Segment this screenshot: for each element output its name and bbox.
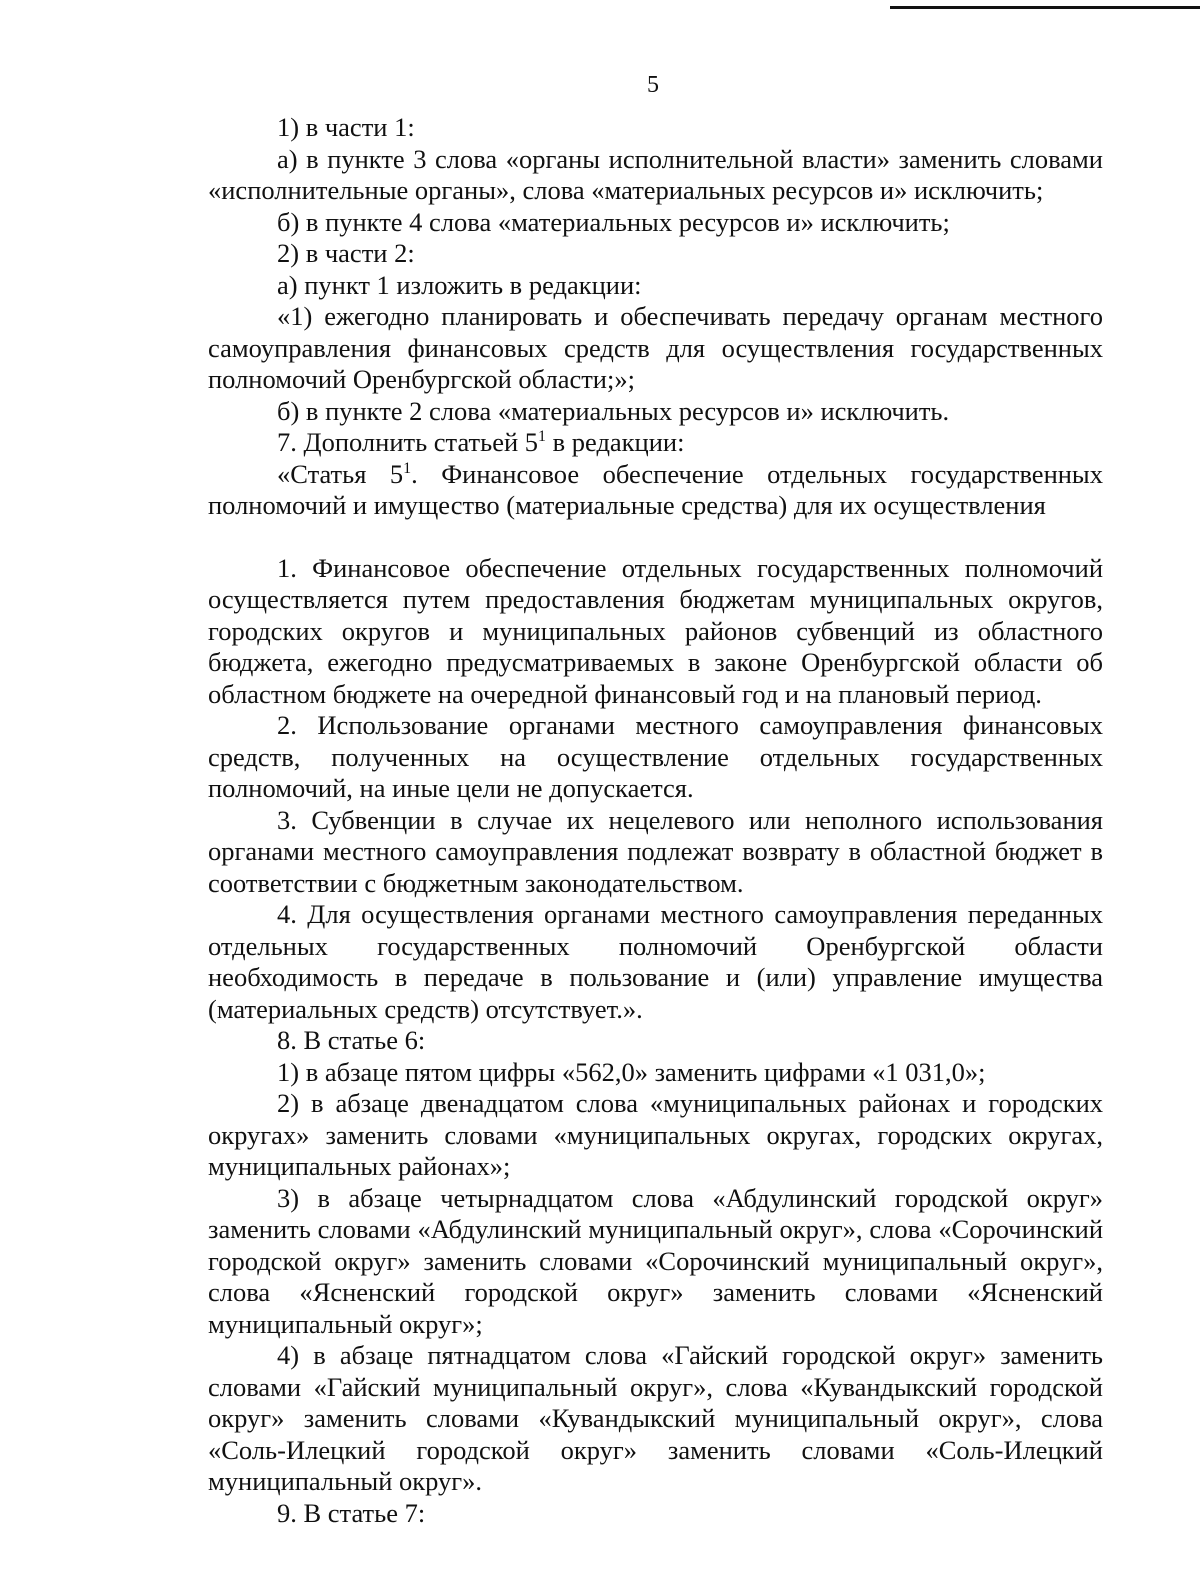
- article-paragraph: 3) в абзаце четырнадцатом слова «Абдулинский городской округ» заменить словами «Абдулинский муниципальный округ», слова «Сорочинский городской округ» заменить словами «Сорочинский муниципальный округ», слова «Ясненский городской округ» заменить словами «Ясненский муниципальный округ»;: [208, 1182, 1103, 1339]
- article-paragraph: 1) в абзаце пятом цифры «562,0» заменить цифрами «1 031,0»;: [277, 1056, 986, 1087]
- item-7-sup: 1: [538, 428, 547, 445]
- paragraph: б) в пункте 2 слова «материальных ресурсов и» исключить.: [277, 395, 950, 426]
- article-paragraph: 2. Использование органами местного самоуправления финансовых средств, полученных на осуществление отдельных государственных полномочий, на иные цели не допускается.: [208, 710, 1103, 803]
- document-body: [208, 112, 1103, 1529]
- article-paragraph: 9. В статье 7:: [277, 1497, 426, 1528]
- paragraph: «1) ежегодно планировать и обеспечивать передачу органам местного самоуправления финансовых средств для осуществления государственных полномочий Оренбургской области;»;: [208, 301, 1103, 394]
- paragraph: а) в пункте 3 слова «органы исполнительной власти» заменить словами «исполнительные органы», слова «материальных ресурсов и» исключить;: [208, 143, 1103, 205]
- item-7: [208, 427, 1103, 459]
- article-paragraph: 8. В статье 6:: [277, 1025, 426, 1055]
- article-sup: 1: [403, 459, 412, 477]
- page-number: 5: [647, 72, 659, 98]
- item-7-text: 7. Дополнить статьей 5: [277, 427, 539, 457]
- paragraph: 1) в части 1:: [277, 112, 415, 142]
- article-paragraph: 3. Субвенции в случае их нецелевого или неполного использования органами местного самоуправления подлежат возврату в областной бюджет в соответствии с бюджетным законодательством.: [208, 804, 1103, 898]
- paragraph: а) пункт 1 изложить в редакции:: [277, 269, 642, 300]
- paragraph: б) в пункте 4 слова «материальных ресурсов и» исключить;: [277, 206, 950, 237]
- article-paragraph: 4) в абзаце пятнадцатом слова «Гайский городской округ» заменить словами «Гайский муниципальный округ», слова «Кувандыкский городской округ» заменить словами «Кувандыкский муниципальный округ», слова «Соль-Илецкий городской округ» заменить словами «Соль-Илецкий муниципальный округ».: [208, 1340, 1103, 1496]
- paragraph: 2) в части 2:: [277, 238, 415, 268]
- item-7-tail: в редакции:: [546, 427, 685, 457]
- article-heading: [208, 459, 1103, 522]
- article-paragraph: 4. Для осуществления органами местного самоуправления переданных отдельных государственных полномочий Оренбургской области необходимость в передаче в пользование и (или) управление имущества (материальных средств) отсутствует.».: [208, 899, 1103, 1024]
- article-paragraph: 2) в абзаце двенадцатом слова «муниципальных районах и городских округах» заменить словами «муниципальных округах, городских округах, муниципальных районах»;: [208, 1088, 1103, 1181]
- spacer: [208, 522, 1103, 553]
- article-prefix: «Статья 5: [277, 458, 404, 489]
- article-paragraph: 1. Финансовое обеспечение отдельных государственных полномочий осуществляется путем предоставления бюджетам муниципальных округов, городских округов и муниципальных районов субвенций из областного бюджета, ежегодно предусматриваемых в законе Оренбургской области об областном бюджете на очередной финансовый год и на плановый период.: [208, 552, 1103, 709]
- article-title: . Финансовое обеспечение отдельных государственных полномочий и имущество (материальные средства) для их осуществления: [208, 458, 1103, 520]
- top-rule: [890, 6, 1200, 9]
